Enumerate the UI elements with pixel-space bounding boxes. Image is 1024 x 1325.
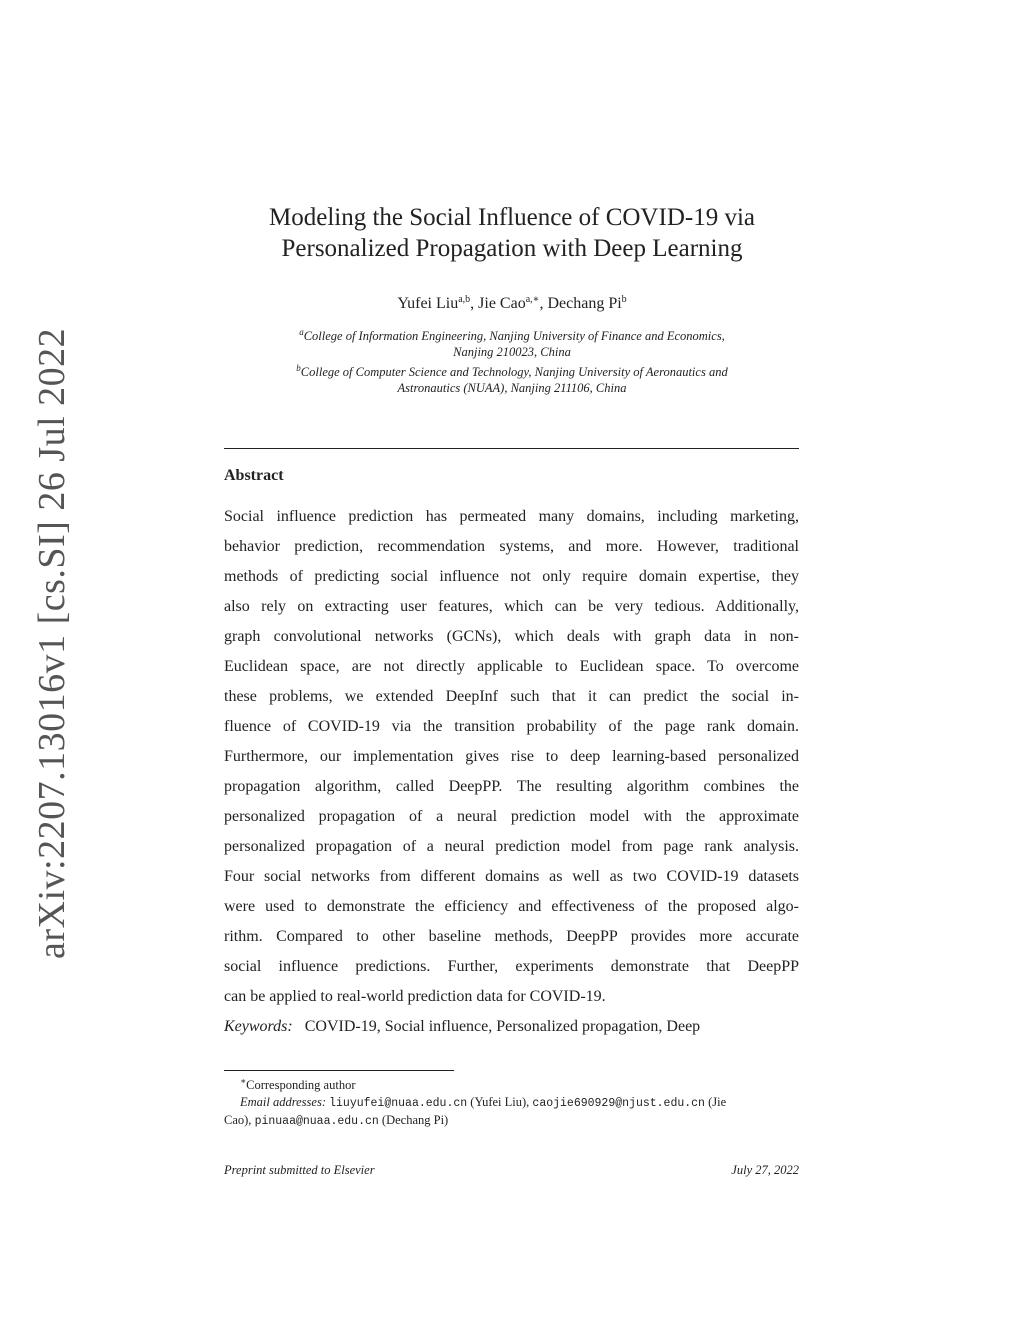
affiliations <box>222 324 802 396</box>
author-affil-mark: b <box>621 294 627 305</box>
abstract-line: Furthermore, our implementation gives rise to deep learning-based personalized <box>224 748 799 765</box>
abstract-line: can be applied to real-world prediction data for COVID-19. <box>224 988 606 1005</box>
affiliation-mark: a <box>299 327 304 337</box>
author-affil-mark: a,b <box>458 294 471 305</box>
abstract-line: rithm. Compared to other baseline methods, DeepPP provides more accurate <box>224 928 799 945</box>
abstract-top-rule <box>224 448 799 449</box>
abstract-line: were used to demonstrate the efficiency and effectiveness of the proposed algo- <box>224 898 799 915</box>
arxiv-identifier: arXiv:2207.13016v1 [cs.SI] 26 Jul 2022 <box>31 327 73 959</box>
abstract-line: Social influence prediction has permeated many domains, including marketing, <box>224 508 799 525</box>
affiliation-a-line-2: Nanjing 210023, China <box>453 345 571 359</box>
email-label: Email addresses: <box>240 1095 326 1109</box>
author-affil-mark: a,∗ <box>525 294 540 305</box>
abstract-line: also rely on extracting user features, which can be very tedious. Additionally, <box>224 598 799 615</box>
footer-date: July 27, 2022 <box>731 1163 799 1177</box>
abstract-line: social influence predictions. Further, experiments demonstrate that DeepPP <box>224 958 799 975</box>
title-line-2: Personalized Propagation with Deep Learning <box>281 235 743 262</box>
abstract-line: these problems, we extended DeepInf such that it can predict the social in- <box>224 688 799 705</box>
affiliation-mark: b <box>296 363 301 373</box>
keywords <box>224 1016 700 1038</box>
abstract-line: propagation algorithm, called DeepPP. The resulting algorithm combines the <box>224 778 799 795</box>
abstract-line: personalized propagation of a neural prediction model with the approximate <box>224 808 799 825</box>
abstract-line: Euclidean space, are not directly applicable to Euclidean space. To overcome <box>224 658 799 675</box>
affiliation-b-line-1 <box>222 360 802 380</box>
keywords-label: Keywords: <box>224 1018 293 1035</box>
author-list: Yufei Liu$^{a,b}$, Jie Cao$^{a,∗}$, Dechang Pi$^b$ <box>397 294 627 312</box>
title-line-1: Modeling the Social Influence of COVID-19 via <box>269 204 755 231</box>
author-name: Jie Cao <box>478 295 526 312</box>
email-link[interactable]: pinuaa@nuaa.edu.cn <box>254 1115 379 1128</box>
footnotes <box>224 1073 799 1130</box>
affiliation-b-line-2: Astronautics (NUAA), Nanjing 211106, China <box>397 381 627 395</box>
keywords-text: COVID-19, Social influence, Personalized propagation, Deep <box>304 1018 701 1035</box>
corresponding-author-note <box>224 1073 799 1094</box>
footer-journal-note: Preprint submitted to Elsevier <box>224 1163 375 1177</box>
author-name: Yufei Liu <box>397 295 459 312</box>
page-footer <box>224 1162 799 1179</box>
email-link[interactable]: liuyufei@nuaa.edu.cn <box>329 1097 468 1110</box>
email-addresses-line-2 <box>224 1112 799 1130</box>
email-owner: (Jie <box>708 1095 727 1109</box>
paper-title <box>200 202 824 264</box>
corresponding-text: Corresponding author <box>246 1078 356 1092</box>
abstract-line: methods of predicting social influence not only require domain expertise, they <box>224 568 799 585</box>
abstract-line: personalized propagation of a neural prediction model from page rank analysis. <box>224 838 799 855</box>
abstract-line: Four social networks from different domains as well as two COVID-19 datasets <box>224 868 799 885</box>
affiliation-text: College of Computer Science and Technology, Nanjing University of Aeronautics and <box>300 365 728 379</box>
corresponding-mark: ∗ <box>240 1076 247 1086</box>
abstract-line: graph convolutional networks (GCNs), which deals with graph data in non- <box>224 628 799 645</box>
affiliation-a-line-1 <box>222 324 802 344</box>
email-owner: (Dechang Pi) <box>381 1113 449 1127</box>
email-owner: (Yufei Liu), <box>470 1095 530 1109</box>
footnote-rule <box>224 1070 454 1071</box>
author-name: Dechang Pi <box>547 295 622 312</box>
abstract-line: behavior prediction, recommendation systems, and more. However, traditional <box>224 538 799 555</box>
affiliation-text: College of Information Engineering, Nanjing University of Finance and Economics, <box>303 329 725 343</box>
abstract-body <box>224 502 799 1012</box>
email-link[interactable]: caojie690929@njust.edu.cn <box>532 1097 705 1110</box>
email-owner: Cao), <box>224 1113 252 1127</box>
abstract-line: fluence of COVID-19 via the transition probability of the page rank domain. <box>224 718 799 735</box>
email-addresses-line-1 <box>224 1094 799 1112</box>
abstract-heading: Abstract <box>224 467 284 484</box>
